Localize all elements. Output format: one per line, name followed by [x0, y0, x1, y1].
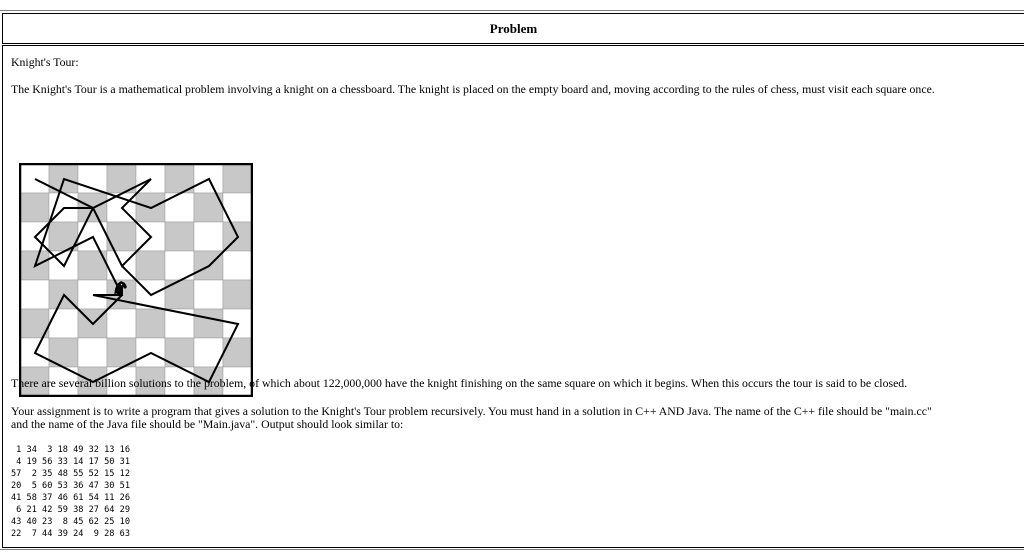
board-square: [136, 309, 165, 338]
board-square: [223, 280, 252, 309]
assignment-line-1: Your assignment is to write a program that gives a solution to the Knight's Tour problem recursively. You must hand in a solution in C++ AND Java. The name of the C++ file should be "main.cc": [11, 404, 932, 418]
board-square: [223, 164, 252, 193]
board-square: [194, 280, 223, 309]
solutions-paragraph: There are several billion solutions to the problem, of which about 122,000,000 have the knight finishing on the same square on which it begins. When this occurs the tour is said to be closed.: [11, 376, 908, 390]
problem-content: [2, 45, 1024, 548]
intro-paragraph: The Knight's Tour is a mathematical problem involving a knight on a chessboard. The knight is placed on the empty board and, moving according to the rules of chess, must visit each square once.: [11, 82, 935, 96]
assignment-line-2: and the name of the Java file should be "Main.java". Output should look similar to:: [11, 417, 404, 431]
board-square: [194, 222, 223, 251]
board-square: [20, 164, 49, 193]
page-title: Problem: [489, 20, 538, 36]
board-square: [107, 309, 136, 338]
board-square: [136, 251, 165, 280]
board-square: [20, 193, 49, 222]
board-square: [165, 193, 194, 222]
board-square: [20, 280, 49, 309]
sample-output: 1 34 3 18 49 32 13 16 4 19 56 33 14 17 50 31 57 2 35 48 55 52 15 12 20 5 60 53 36 47 30 51 41 58 37 46 61 54 11 26 6 21 42 59 38 27 64 29 43 40 23 8 45 62 25 10 22 7 44 39 24 9 28 63: [11, 445, 130, 539]
problem-heading: Knight's Tour:: [11, 55, 79, 69]
board-square: [49, 309, 78, 338]
board-square: [223, 251, 252, 280]
board-square: [165, 280, 194, 309]
chessboard-diagram: [19, 163, 253, 397]
board-square: [165, 222, 194, 251]
board-square: [78, 338, 107, 367]
board-square: [223, 338, 252, 367]
problem-header: [2, 13, 1024, 44]
board-square: [194, 309, 223, 338]
